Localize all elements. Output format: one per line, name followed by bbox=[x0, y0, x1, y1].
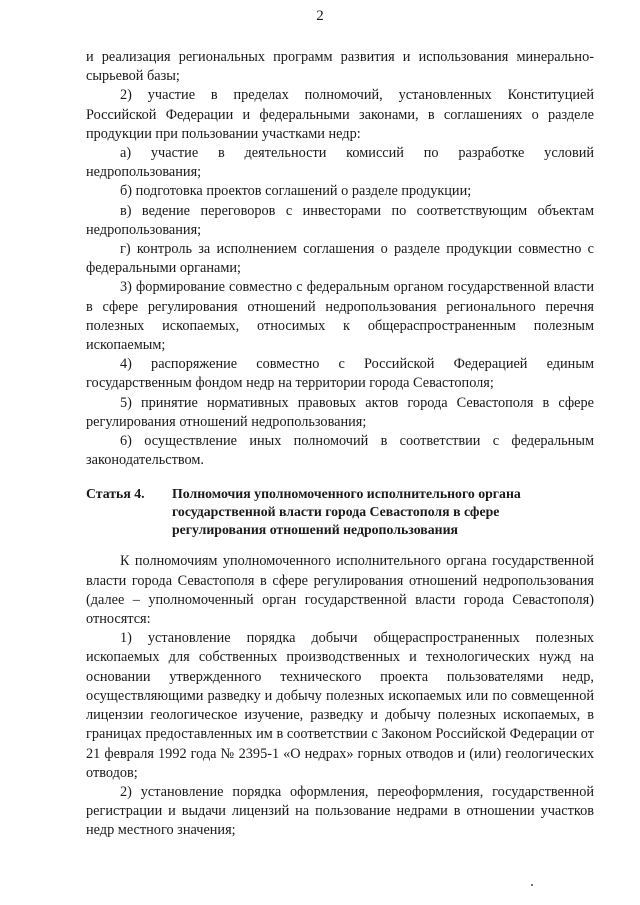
page-number: 2 bbox=[316, 8, 324, 24]
paragraph: 2) участие в пределах полномочий, установленных Конституцией Российской Федерации и федеральными законами, в соглашениях о разделе продукции при пользовании участками недр: bbox=[86, 87, 594, 142]
article-label: Статья 4. bbox=[86, 486, 145, 502]
paragraphs-bottom bbox=[86, 552, 594, 840]
article-heading bbox=[86, 485, 594, 539]
document-body bbox=[86, 48, 594, 841]
paragraph: 4) распоряжение совместно с Российской Федерацией единым государственным фондом недр на территории города Севастополя; bbox=[86, 356, 594, 392]
paragraph: б) подготовка проектов соглашений о разделе продукции; bbox=[120, 183, 472, 200]
paragraph: 3) формирование совместно с федеральным органом государственной власти в сфере регулирования отношений недропользования регионального перечня полезных ископаемых, относимых к общераспространенным полезным ископаемым; bbox=[86, 279, 594, 354]
paragraphs-top bbox=[86, 48, 594, 470]
paragraph: К полномочиям уполномоченного исполнительного органа государственной власти города Севастополя в сфере регулирования отношений недропользования (далее – уполномоченный орган государственной власти города Севастополя) относятся: bbox=[86, 553, 594, 628]
paragraph: 6) осуществление иных полномочий в соответствии с федеральным законодательством. bbox=[86, 433, 594, 469]
paragraph: 5) принятие нормативных правовых актов города Севастополя в сфере регулирования отношений недропользования; bbox=[86, 394, 594, 430]
scan-speck bbox=[531, 884, 533, 886]
paragraph: 2) установление порядка оформления, переоформления, государственной регистрации и выдачи лицензий на пользование недрами в отношении участков недр местного значения; bbox=[86, 783, 594, 839]
paragraph: и реализация региональных программ развития и использования минерально-сырьевой базы; bbox=[86, 49, 594, 85]
article-title: Полномочия уполномоченного исполнительного органа государственной власти города Севастополя в сфере регулирования отношений недропользования bbox=[172, 486, 521, 538]
paragraph: а) участие в деятельности комиссий по разработке условий недропользования; bbox=[86, 145, 594, 181]
paragraph: в) ведение переговоров с инвесторами по соответствующим объектам недропользования; bbox=[86, 202, 594, 238]
paragraph: г) контроль за исполнением соглашения о разделе продукции совместно с федеральными органами; bbox=[86, 241, 594, 277]
paragraph: 1) установление порядка добычи общераспространенных полезных ископаемых для собственных производственных и технологических нужд на основании утвержденного технического проекта пользователями недр, осуществляющими разведку и добычу полезных ископаемых или по совмещенной лицензии геологическое изучение, разведку и добычу полезных ископаемых, в границах предоставленных им в соответствии с Законом Российской Федерации от 21 февраля 1992 года № 2395-1 «О недрах» горных отводов и (или) геологических отводов; bbox=[86, 630, 594, 781]
